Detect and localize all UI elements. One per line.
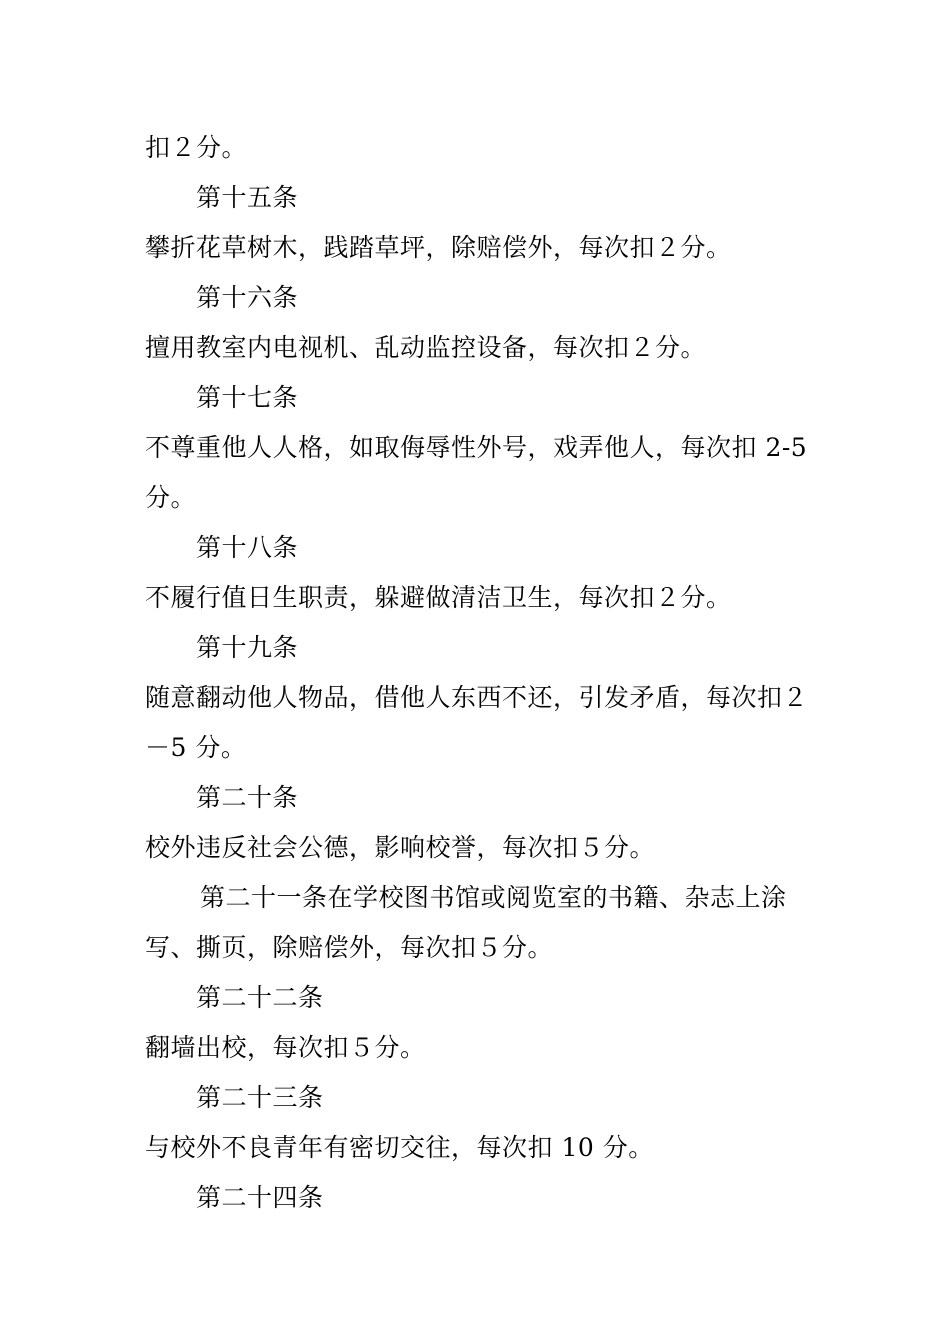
text-line: 校外违反社会公德，影响校誉，每次扣５分。 [145,833,656,862]
article-heading: 第二十条 [196,783,299,812]
text-line: 不履行值日生职责，躲避做清洁卫生，每次扣２分。 [145,583,732,612]
text-line: 随意翻动他人物品，借他人东西不还，引发矛盾，每次扣２ [145,683,809,712]
article-heading: 第十五条 [196,183,299,212]
article-paragraph: 第二十一条在学校图书馆或阅览室的书籍、杂志上涂 [200,883,787,912]
article-heading: 第十七条 [196,383,299,412]
text-line: －5 分。 [145,733,247,762]
article-heading: 第二十二条 [196,983,324,1012]
text-line: 与校外不良青年有密切交往，每次扣 10 分。 [145,1133,654,1162]
article-heading: 第十八条 [196,533,299,562]
article-heading: 第十九条 [196,633,299,662]
article-heading: 第十六条 [196,283,299,312]
text-line: 翻墙出校，每次扣５分。 [145,1033,426,1062]
text-line: 擅用教室内电视机、乱动监控设备，每次扣２分。 [145,333,707,362]
article-heading: 第二十四条 [196,1183,324,1212]
text-line: 扣２分。 [145,133,248,162]
text-line: 不尊重他人人格，如取侮辱性外号，戏弄他人，每次扣 2-5 [145,433,808,462]
article-heading: 第二十三条 [196,1083,324,1112]
text-line: 分。 [145,483,197,512]
text-line: 写、撕页，除赔偿外，每次扣５分。 [145,933,554,962]
text-line: 攀折花草树木，践踏草坪，除赔偿外，每次扣２分。 [145,233,732,262]
